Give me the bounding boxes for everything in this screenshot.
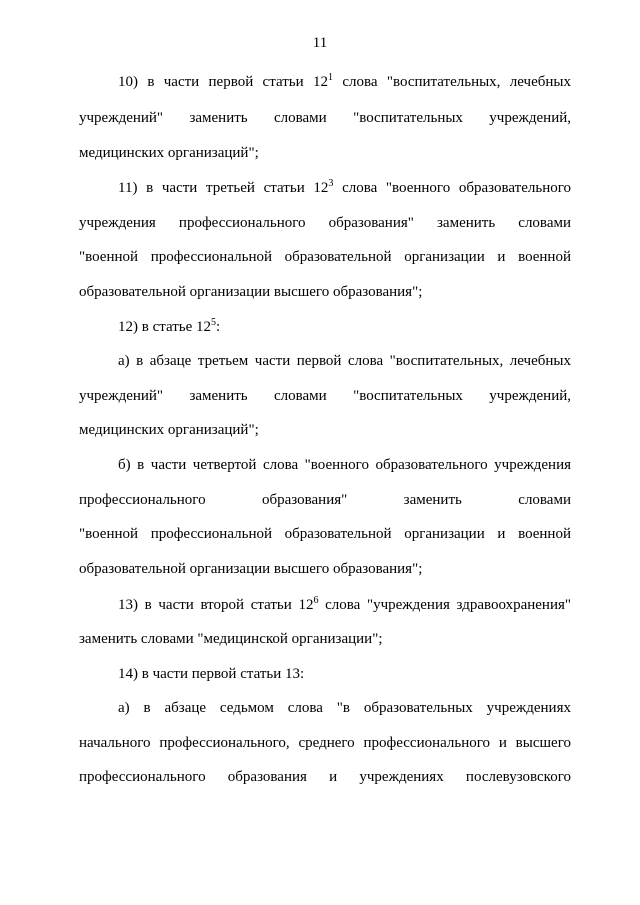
text-line: учреждений" заменить словами "воспитательных учреждений, [79, 388, 571, 404]
text-line: профессионального образования" заменить словами [79, 492, 571, 508]
text-line: начального профессионального, среднего профессионального и высшего [79, 735, 571, 751]
text-line: 11) в части третьей статьи $12^3$ слова "военного образовательного [118, 178, 571, 196]
text-line: учреждения профессионального образования" заменить словами [79, 215, 571, 231]
text-line: медицинских организаций"; [79, 145, 259, 161]
text-line: 14) в части первой статьи 13: [118, 666, 305, 682]
text-line: а) в абзаце третьем части первой слова "воспитательных, лечебных [118, 353, 571, 369]
text-line: а) в абзаце седьмом слова "в образовательных учреждениях [118, 700, 571, 716]
text-line: 10) в части первой статьи $12^1$ слова "воспитательных, лечебных [118, 72, 571, 90]
text-line: заменить словами "медицинской организации"; [79, 631, 383, 647]
text-line: б) в части четвертой слова "военного образовательного учреждения [118, 457, 571, 473]
page-number: 11 [312, 35, 328, 51]
text-line: образовательной организации высшего образования"; [79, 561, 423, 577]
text-line: "военной профессиональной образовательной организации и военной [79, 526, 571, 542]
text-line: 13) в части второй статьи $12^6$ слова "учреждения здравоохранения" [118, 595, 572, 613]
text-line: учреждений" заменить словами "воспитательных учреждений, [79, 110, 571, 126]
text-line: профессионального образования и учреждениях послевузовского [79, 769, 571, 785]
text-line: 12) в статье $12^5$: [118, 317, 221, 335]
text-line: медицинских организаций"; [79, 422, 259, 438]
text-line: "военной профессиональной образовательной организации и военной [79, 249, 571, 265]
text-line: образовательной организации высшего образования"; [79, 284, 423, 300]
